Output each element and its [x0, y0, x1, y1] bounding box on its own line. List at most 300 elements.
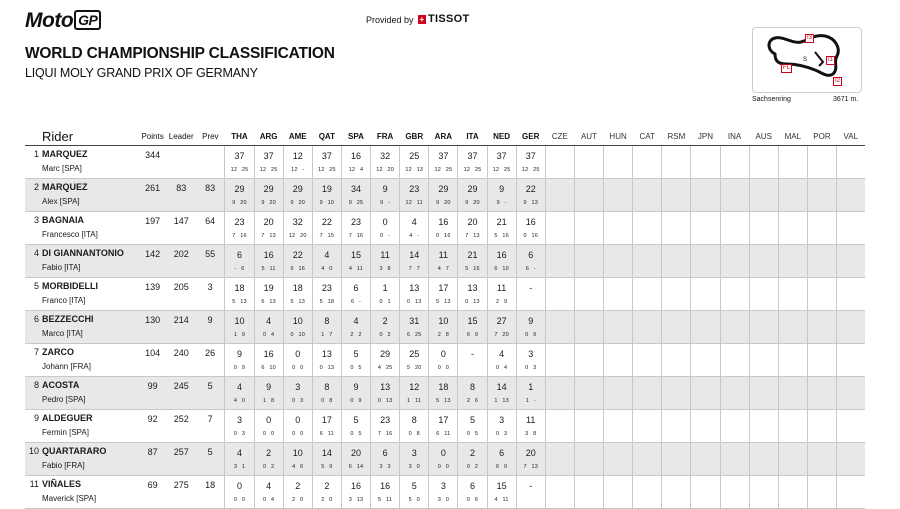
future-race-cell — [691, 146, 720, 179]
rider-prev: 55 — [196, 245, 225, 278]
classification-body — [25, 146, 865, 509]
future-race-cell — [545, 410, 574, 443]
rider-leader: 147 — [167, 212, 196, 245]
rider-points: 104 — [139, 344, 167, 377]
race-points: 31 — [409, 316, 420, 326]
rider-surname: ACOSTA — [42, 380, 80, 390]
race-result-cell — [458, 410, 487, 443]
race-points: 9 — [353, 382, 359, 392]
race-points: 0 — [236, 481, 242, 491]
future-race-cell — [720, 245, 749, 278]
race-result-cell — [341, 410, 370, 443]
race-points: 32 — [380, 151, 391, 161]
race-points: 2 — [469, 448, 475, 458]
race-breakdown: 3 8 — [525, 431, 537, 437]
future-race-cell — [837, 311, 865, 344]
race-breakdown: 5 13 — [436, 398, 451, 404]
future-race-cell — [837, 344, 865, 377]
race-breakdown: 6 16 — [290, 266, 305, 272]
future-race-cell — [749, 377, 778, 410]
rider-firstname: Fermin [SPA] — [42, 428, 89, 437]
race-result-cell — [371, 278, 400, 311]
race-points: 15 — [467, 316, 478, 326]
race-breakdown: 0 1 — [379, 299, 391, 305]
future-race-cell — [633, 245, 662, 278]
race-breakdown: 7 13 — [261, 233, 276, 239]
future-race-cell — [749, 410, 778, 443]
race-breakdown: 7 16 — [348, 233, 364, 239]
rider-leader: 275 — [167, 476, 196, 509]
table-row — [25, 146, 865, 179]
provided-by-label: Provided by — [366, 15, 414, 25]
future-race-cell — [778, 344, 807, 377]
rider-surname: ALDEGUER — [42, 413, 93, 423]
race-breakdown: 6 10 — [261, 365, 276, 371]
rider-points: 197 — [139, 212, 167, 245]
race-breakdown: 9 10 — [319, 200, 335, 206]
rider-firstname: Marc [SPA] — [42, 164, 82, 173]
page-subtitle: LIQUI MOLY GRAND PRIX OF GERMANY — [25, 66, 258, 80]
race-breakdown: 6 14 — [348, 464, 364, 470]
race-breakdown: 9 20 — [290, 200, 305, 206]
future-race-cell — [545, 377, 574, 410]
race-result-cell — [341, 212, 370, 245]
race-breakdown: 4 0 — [233, 398, 246, 404]
race-points: 0 — [266, 415, 272, 425]
race-breakdown: 0 13 — [377, 398, 393, 404]
future-race-cell — [749, 344, 778, 377]
table-row — [25, 212, 865, 245]
race-breakdown: 12 25 — [317, 167, 336, 173]
rider-surname: BAGNAIA — [42, 215, 84, 225]
future-race-cell — [807, 212, 836, 245]
race-points: 8 — [469, 382, 475, 392]
race-result-cell — [254, 377, 283, 410]
race-points: 10 — [292, 448, 303, 458]
race-result-cell — [516, 179, 545, 212]
race-result-cell — [283, 377, 312, 410]
race-result-cell — [487, 476, 516, 509]
race-breakdown: 12 25 — [521, 167, 540, 173]
race-points: 9 — [236, 349, 242, 359]
future-race-cell — [691, 311, 720, 344]
position: 4 — [33, 248, 39, 258]
sponsor-logo: + TISSOT — [419, 13, 470, 25]
future-race-cell — [720, 476, 749, 509]
race-points: 8 — [324, 382, 330, 392]
race-breakdown: 2 9 — [495, 299, 508, 305]
race-points: 0 — [295, 415, 301, 425]
race-result-cell — [371, 146, 400, 179]
race-result-cell — [487, 179, 516, 212]
future-race-cell — [720, 443, 749, 476]
race-points: 29 — [292, 184, 303, 194]
race-result-cell — [283, 146, 312, 179]
race-result-cell — [341, 344, 370, 377]
race-breakdown: 12 25 — [492, 167, 511, 173]
column-header-future-race: INA — [720, 127, 749, 146]
future-race-cell — [778, 443, 807, 476]
column-header-race: NED — [487, 127, 516, 146]
race-breakdown: 1 11 — [407, 398, 422, 404]
rider-points: 92 — [139, 410, 167, 443]
race-points: 37 — [263, 151, 274, 161]
rider-surname: MARQUEZ — [42, 182, 88, 192]
race-result-cell — [458, 212, 487, 245]
race-result-cell — [341, 146, 370, 179]
column-header-leader: Leader — [167, 127, 196, 146]
race-breakdown: 6 25 — [406, 332, 422, 338]
column-header-points: Points — [139, 127, 167, 146]
race-breakdown: 2 0 — [292, 497, 304, 503]
future-race-cell — [837, 212, 865, 245]
race-result-cell — [254, 278, 283, 311]
future-race-cell — [837, 476, 865, 509]
future-race-cell — [778, 410, 807, 443]
race-breakdown: 0 2 — [262, 464, 275, 470]
future-race-cell — [545, 311, 574, 344]
future-race-cell — [574, 179, 603, 212]
future-race-cell — [633, 311, 662, 344]
race-result-cell — [429, 212, 458, 245]
race-points: 10 — [234, 316, 245, 326]
rider-cell — [25, 245, 139, 278]
race-result-cell — [341, 245, 370, 278]
rider-firstname: Pedro [SPA] — [42, 395, 86, 404]
race-points: 14 — [496, 382, 507, 392]
race-result-cell — [429, 476, 458, 509]
race-points: 3 — [499, 415, 505, 425]
rider-leader: 83 — [167, 179, 196, 212]
race-result-cell — [400, 245, 429, 278]
race-breakdown: 0 13 — [465, 299, 480, 305]
future-race-cell — [778, 476, 807, 509]
race-breakdown: 0 0 — [437, 464, 449, 470]
future-race-cell — [691, 278, 720, 311]
future-race-cell — [604, 410, 633, 443]
race-breakdown: 5 11 — [378, 497, 393, 503]
race-result-cell — [341, 377, 370, 410]
race-breakdown: 0 13 — [406, 299, 422, 305]
race-points: 32 — [292, 217, 303, 227]
race-breakdown: 3 0 — [408, 464, 420, 470]
race-points: 4 — [324, 250, 330, 260]
race-result-cell — [283, 443, 312, 476]
race-points: 22 — [292, 250, 303, 260]
race-points: 13 — [321, 349, 332, 359]
rider-firstname: Marco [ITA] — [42, 329, 83, 338]
rider-points: 261 — [139, 179, 167, 212]
future-race-cell — [604, 377, 633, 410]
race-points: 21 — [496, 217, 507, 227]
future-race-cell — [633, 377, 662, 410]
race-breakdown: 0 8 — [408, 431, 420, 437]
rider-firstname: Johann [FRA] — [42, 362, 91, 371]
column-header-future-race: AUS — [749, 127, 778, 146]
race-result-cell — [254, 443, 283, 476]
column-header-race: THA — [225, 127, 254, 146]
race-breakdown: 7 13 — [523, 464, 538, 470]
column-header-race: FRA — [371, 127, 400, 146]
rider-cell — [25, 146, 139, 179]
future-race-cell — [604, 146, 633, 179]
race-points: 5 — [353, 349, 359, 359]
race-breakdown: 0 0 — [262, 431, 275, 437]
race-points: 0 — [440, 349, 446, 359]
column-header-future-race: HUN — [604, 127, 633, 146]
race-result-cell — [225, 344, 254, 377]
race-result-cell — [312, 344, 341, 377]
future-race-cell — [545, 344, 574, 377]
race-breakdown: 5 13 — [436, 299, 451, 305]
race-result-cell — [254, 476, 283, 509]
race-breakdown: 1 9 — [233, 332, 246, 338]
race-breakdown: 6 0 — [495, 464, 508, 470]
race-points: 6 — [469, 481, 475, 491]
future-race-cell — [545, 179, 574, 212]
race-result-cell — [225, 278, 254, 311]
race-breakdown: 6 11 — [319, 431, 334, 437]
race-points: 20 — [525, 448, 536, 458]
rider-leader: 214 — [167, 311, 196, 344]
race-points: 37 — [234, 151, 245, 161]
column-header-race: GER — [516, 127, 545, 146]
position: 6 — [33, 314, 39, 324]
future-race-cell — [720, 146, 749, 179]
race-points: 3 — [295, 382, 301, 392]
race-result-cell — [312, 278, 341, 311]
rider-leader: 240 — [167, 344, 196, 377]
race-points: 21 — [467, 250, 478, 260]
track-name: Sachsenring — [752, 96, 791, 103]
race-breakdown: 4 11 — [348, 266, 364, 272]
motogp-logo: Moto GP — [25, 9, 101, 33]
logo-gp-mark: GP — [74, 10, 101, 30]
future-race-cell — [720, 311, 749, 344]
race-breakdown: 9 20 — [261, 200, 276, 206]
race-points: 11 — [380, 250, 390, 260]
future-race-cell — [807, 410, 836, 443]
race-result-cell — [516, 311, 545, 344]
column-header-future-race: CAT — [633, 127, 662, 146]
race-points: 29 — [380, 349, 391, 359]
future-race-cell — [574, 212, 603, 245]
race-points: 2 — [382, 316, 388, 326]
race-points: 19 — [263, 283, 274, 293]
table-row — [25, 377, 865, 410]
table-row — [25, 245, 865, 278]
rider-leader: 202 — [167, 245, 196, 278]
race-breakdown: 6 10 — [494, 266, 509, 272]
race-points: 4 — [353, 316, 359, 326]
rider-firstname: Francesco [ITA] — [42, 230, 98, 239]
race-result-cell — [312, 146, 341, 179]
race-points: 37 — [321, 151, 332, 161]
position: 8 — [33, 380, 39, 390]
race-points: 19 — [321, 184, 332, 194]
future-race-cell — [545, 476, 574, 509]
race-result-cell — [283, 212, 312, 245]
future-race-cell — [662, 212, 691, 245]
future-race-cell — [837, 179, 865, 212]
rider-cell — [25, 311, 139, 344]
race-result-cell — [254, 410, 283, 443]
race-points: 27 — [496, 316, 507, 326]
race-result-cell — [225, 476, 254, 509]
future-race-cell — [807, 377, 836, 410]
race-breakdown: 0 13 — [319, 365, 335, 371]
race-result-cell — [254, 311, 283, 344]
race-breakdown: 5 11 — [261, 266, 276, 272]
race-breakdown: 5 16 — [494, 233, 509, 239]
race-breakdown: 12 11 — [405, 200, 423, 206]
rider-cell — [25, 410, 139, 443]
rider-cell — [25, 476, 139, 509]
race-points: 0 — [382, 217, 388, 227]
race-result-cell — [400, 377, 429, 410]
race-result-cell — [400, 278, 429, 311]
race-result-cell — [400, 410, 429, 443]
race-breakdown: 0 0 — [292, 365, 304, 371]
race-points: 29 — [467, 184, 478, 194]
race-points: 17 — [321, 415, 332, 425]
race-result-cell — [312, 476, 341, 509]
column-header-rider: Rider — [25, 127, 139, 146]
race-breakdown: 0 5 — [466, 431, 479, 437]
future-race-cell — [633, 443, 662, 476]
future-race-cell — [691, 443, 720, 476]
race-result-cell — [458, 146, 487, 179]
future-race-cell — [749, 311, 778, 344]
race-breakdown: 2 2 — [350, 332, 362, 338]
race-breakdown: 7 15 — [319, 233, 335, 239]
future-race-cell — [837, 377, 865, 410]
race-breakdown: 4 6 — [292, 464, 304, 470]
race-breakdown: 0 16 — [523, 233, 538, 239]
future-race-cell — [545, 278, 574, 311]
column-header-future-race: VAL — [837, 127, 865, 146]
race-breakdown: 2 6 — [466, 398, 479, 404]
future-race-cell — [604, 344, 633, 377]
position: 9 — [33, 413, 39, 423]
column-header-future-race: MAL — [778, 127, 807, 146]
rider-cell — [25, 179, 139, 212]
column-header-prev: Prev — [196, 127, 225, 146]
race-breakdown: 6 9 — [466, 332, 479, 338]
race-result-cell — [225, 410, 254, 443]
race-breakdown: 12 13 — [405, 167, 424, 173]
race-breakdown: 0 3 — [495, 431, 508, 437]
race-breakdown: 1 13 — [494, 398, 509, 404]
rider-prev: 5 — [196, 377, 225, 410]
race-breakdown: 12 - — [291, 167, 305, 173]
future-race-cell — [633, 410, 662, 443]
future-race-cell — [749, 476, 778, 509]
rider-leader: 205 — [167, 278, 196, 311]
race-breakdown: 0 0 — [292, 431, 304, 437]
rider-surname: DI GIANNANTONIO — [42, 248, 124, 258]
race-result-cell — [516, 344, 545, 377]
race-result-cell — [312, 377, 341, 410]
race-points: 3 — [528, 349, 534, 359]
position: 10 — [28, 446, 39, 456]
race-result-cell — [458, 476, 487, 509]
future-race-cell — [749, 179, 778, 212]
race-breakdown: 12 25 — [463, 167, 482, 173]
future-race-cell — [662, 179, 691, 212]
future-race-cell — [633, 278, 662, 311]
race-points: 25 — [409, 349, 420, 359]
column-header-future-race: JPN — [691, 127, 720, 146]
race-points: 6 — [236, 250, 242, 260]
race-points: - — [529, 481, 533, 491]
rider-firstname: Franco [ITA] — [42, 296, 86, 305]
race-points: 5 — [469, 415, 475, 425]
race-result-cell — [516, 410, 545, 443]
race-breakdown: 0 5 — [350, 431, 362, 437]
race-breakdown: 3 13 — [348, 497, 364, 503]
race-points: 22 — [321, 217, 332, 227]
race-breakdown: 12 20 — [288, 233, 307, 239]
race-points: 20 — [350, 448, 361, 458]
position: 11 — [29, 479, 39, 489]
column-header-race: GBR — [400, 127, 429, 146]
future-race-cell — [807, 476, 836, 509]
race-points: 13 — [467, 283, 478, 293]
column-header-race: ITA — [458, 127, 487, 146]
rider-firstname: Maverick [SPA] — [42, 494, 97, 503]
race-result-cell — [371, 311, 400, 344]
race-breakdown: 4 0 — [321, 266, 333, 272]
race-result-cell — [341, 311, 370, 344]
rider-points: 130 — [139, 311, 167, 344]
race-breakdown: 4 11 — [494, 497, 509, 503]
future-race-cell — [691, 377, 720, 410]
future-race-cell — [778, 311, 807, 344]
race-points: 2 — [295, 481, 301, 491]
future-race-cell — [574, 377, 603, 410]
future-race-cell — [720, 179, 749, 212]
rider-prev: 5 — [196, 443, 225, 476]
future-race-cell — [633, 476, 662, 509]
position: 7 — [33, 347, 39, 357]
future-race-cell — [837, 245, 865, 278]
position: 2 — [33, 182, 39, 192]
swiss-cross-icon: + — [419, 15, 425, 24]
race-points: 2 — [324, 481, 330, 491]
race-result-cell — [458, 377, 487, 410]
race-points: 4 — [266, 481, 272, 491]
race-points: 14 — [321, 448, 332, 458]
race-result-cell — [487, 344, 516, 377]
rider-points: 99 — [139, 377, 167, 410]
race-breakdown: 0 5 — [350, 365, 362, 371]
race-breakdown: 7 16 — [377, 431, 393, 437]
track-length: 3671 m. — [833, 96, 859, 103]
future-race-cell — [662, 245, 691, 278]
race-points: 20 — [467, 217, 478, 227]
race-result-cell — [283, 278, 312, 311]
race-points: 23 — [234, 217, 245, 227]
race-result-cell — [487, 278, 516, 311]
rider-prev — [196, 146, 225, 179]
race-points: 9 — [266, 382, 272, 392]
race-result-cell — [225, 146, 254, 179]
future-race-cell — [545, 212, 574, 245]
race-result-cell — [400, 212, 429, 245]
race-result-cell — [371, 179, 400, 212]
race-points: 23 — [350, 217, 361, 227]
